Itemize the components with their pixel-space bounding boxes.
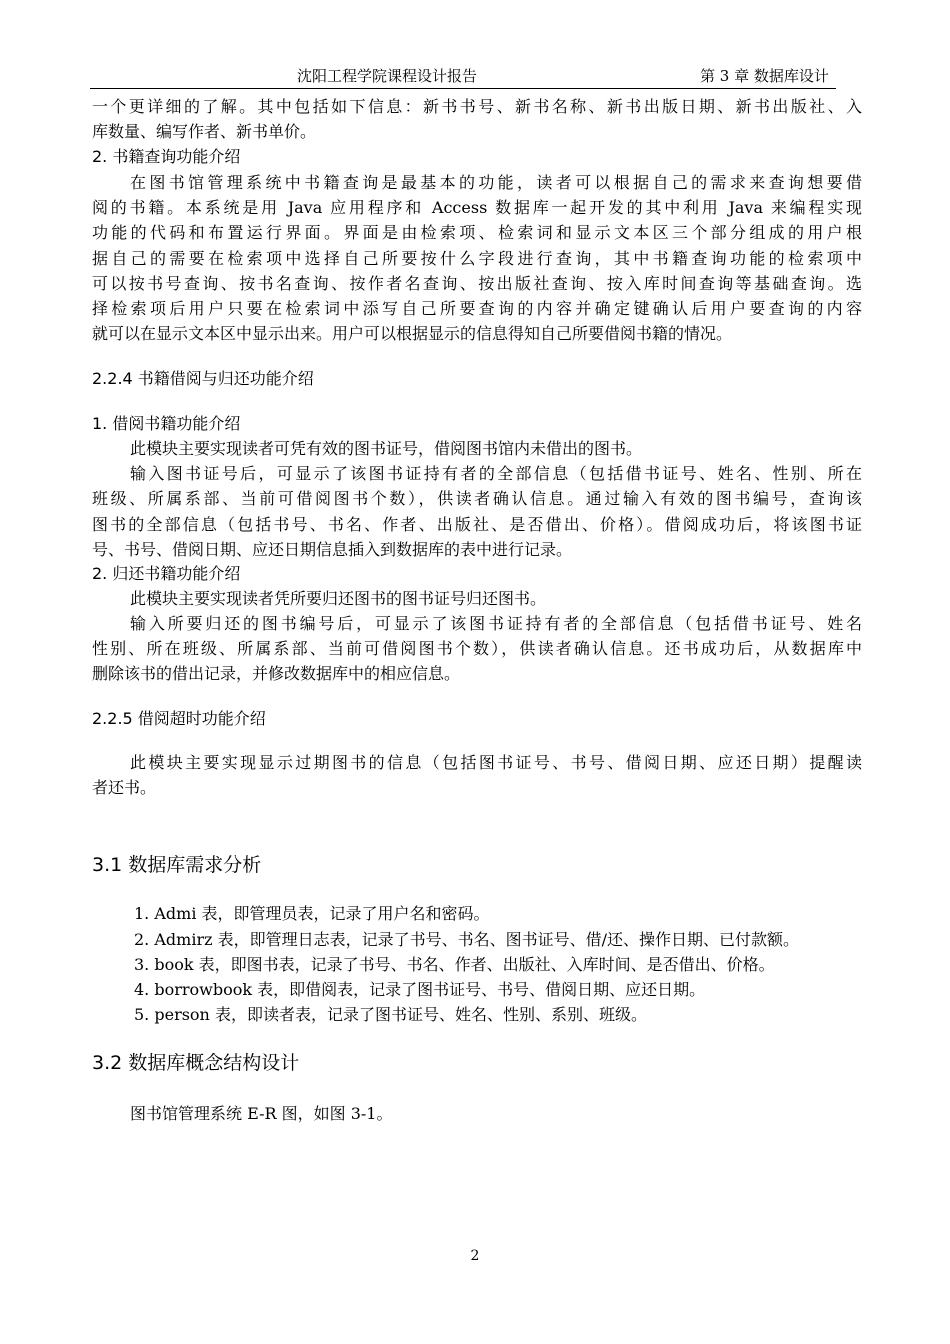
list-item: 1. Admi 表，即管理员表，记录了用户名和密码。 <box>134 904 490 923</box>
body-line: 阅的书籍。本系统是用 Java 应用程序和 Access 数据库一起开发的其中利用 Java 来编程实现 <box>92 198 862 217</box>
body-line: 择检索项后用户只要在检索词中添写自己所要查询的内容并确定键确认后用户要查询的内容 <box>92 299 862 318</box>
body-line: 可以按书号查询、按书名查询、按作者名查询、按出版社查询、按入库时间查询等基础查询。选 <box>92 274 862 293</box>
header-rule <box>90 88 836 89</box>
body-line: 一个更详细的了解。其中包括如下信息：新书书号、新书名称、新书出版日期、新书出版社、入 <box>92 97 862 116</box>
section-heading: 2. 归还书籍功能介绍 <box>92 564 241 583</box>
body-line: 图书馆管理系统 E-R 图，如图 3-1。 <box>130 1104 393 1123</box>
chapter-heading: 3.1 数据库需求分析 <box>92 854 262 876</box>
body-line: 此模块主要实现读者凭所要归还图书的图书证号归还图书。 <box>130 589 547 608</box>
body-line: 性别、所在班级、所属系部、当前可借阅图书个数），供读者确认信息。还书成功后，从数据库中 <box>92 639 862 658</box>
section-heading: 2. 书籍查询功能介绍 <box>92 147 241 166</box>
section-heading: 1. 借阅书籍功能介绍 <box>92 414 241 433</box>
body-line: 据自己的需要在检索项中选择自己所要按什么字段进行查询，其中书籍查询功能的检索项中 <box>92 249 862 268</box>
body-line: 图书的全部信息（包括书号、书名、作者、出版社、是否借出、价格）。借阅成功后，将该图书证 <box>92 515 862 534</box>
list-item: 2. Admirz 表，即管理日志表，记录了书号、书名、图书证号、借/还、操作日期、已付款额。 <box>134 930 799 949</box>
body-line: 删除该书的借出记录，并修改数据库中的相应信息。 <box>92 664 461 683</box>
body-line: 库数量、编写作者、新书单价。 <box>92 122 317 141</box>
body-line: 此模块主要实现显示过期图书的信息（包括图书证号、书号、借阅日期、应还日期）提醒读 <box>130 753 862 772</box>
page-number: 2 <box>470 1248 480 1264</box>
body-line: 功能的代码和布置运行界面。界面是由检索项、检索词和显示文本区三个部分组成的用户根 <box>92 223 862 242</box>
body-line: 此模块主要实现读者可凭有效的图书证号，借阅图书馆内未借出的图书。 <box>130 439 643 458</box>
body-line: 班级、所属系部、当前可借阅图书个数），供读者确认信息。通过输入有效的图书编号，查询该 <box>92 489 862 508</box>
header-title: 沈阳工程学院课程设计报告 <box>297 67 478 85</box>
section-heading: 2.2.5 借阅超时功能介绍 <box>92 709 266 728</box>
body-line: 者还书。 <box>92 778 157 797</box>
header-chapter: 第 3 章 数据库设计 <box>700 67 829 85</box>
body-line: 输入所要归还的图书编号后，可显示了该图书证持有者的全部信息（包括借书证号、姓名 <box>130 614 862 633</box>
body-line: 就可以在显示文本区中显示出来。用户可以根据显示的信息得知自己所要借阅书籍的情况。 <box>92 324 733 343</box>
body-line: 在图书馆管理系统中书籍查询是最基本的功能，读者可以根据自己的需求来查询想要借 <box>130 173 862 192</box>
list-item: 5. person 表，即读者表，记录了图书证号、姓名、性别、系别、班级。 <box>134 1005 647 1024</box>
body-line: 号、书号、借阅日期、应还日期信息插入到数据库的表中进行记录。 <box>92 540 573 559</box>
list-item: 3. book 表，即图书表，记录了书号、书名、作者、出版社、入库时间、是否借出、价格。 <box>134 955 775 974</box>
chapter-heading: 3.2 数据库概念结构设计 <box>92 1052 300 1074</box>
list-item: 4. borrowbook 表，即借阅表，记录了图书证号、书号、借阅日期、应还日期。 <box>134 980 706 999</box>
section-heading: 2.2.4 书籍借阅与归还功能介绍 <box>92 369 314 388</box>
body-line: 输入图书证号后，可显示了该图书证持有者的全部信息（包括借书证号、姓名、性别、所在 <box>130 464 862 483</box>
